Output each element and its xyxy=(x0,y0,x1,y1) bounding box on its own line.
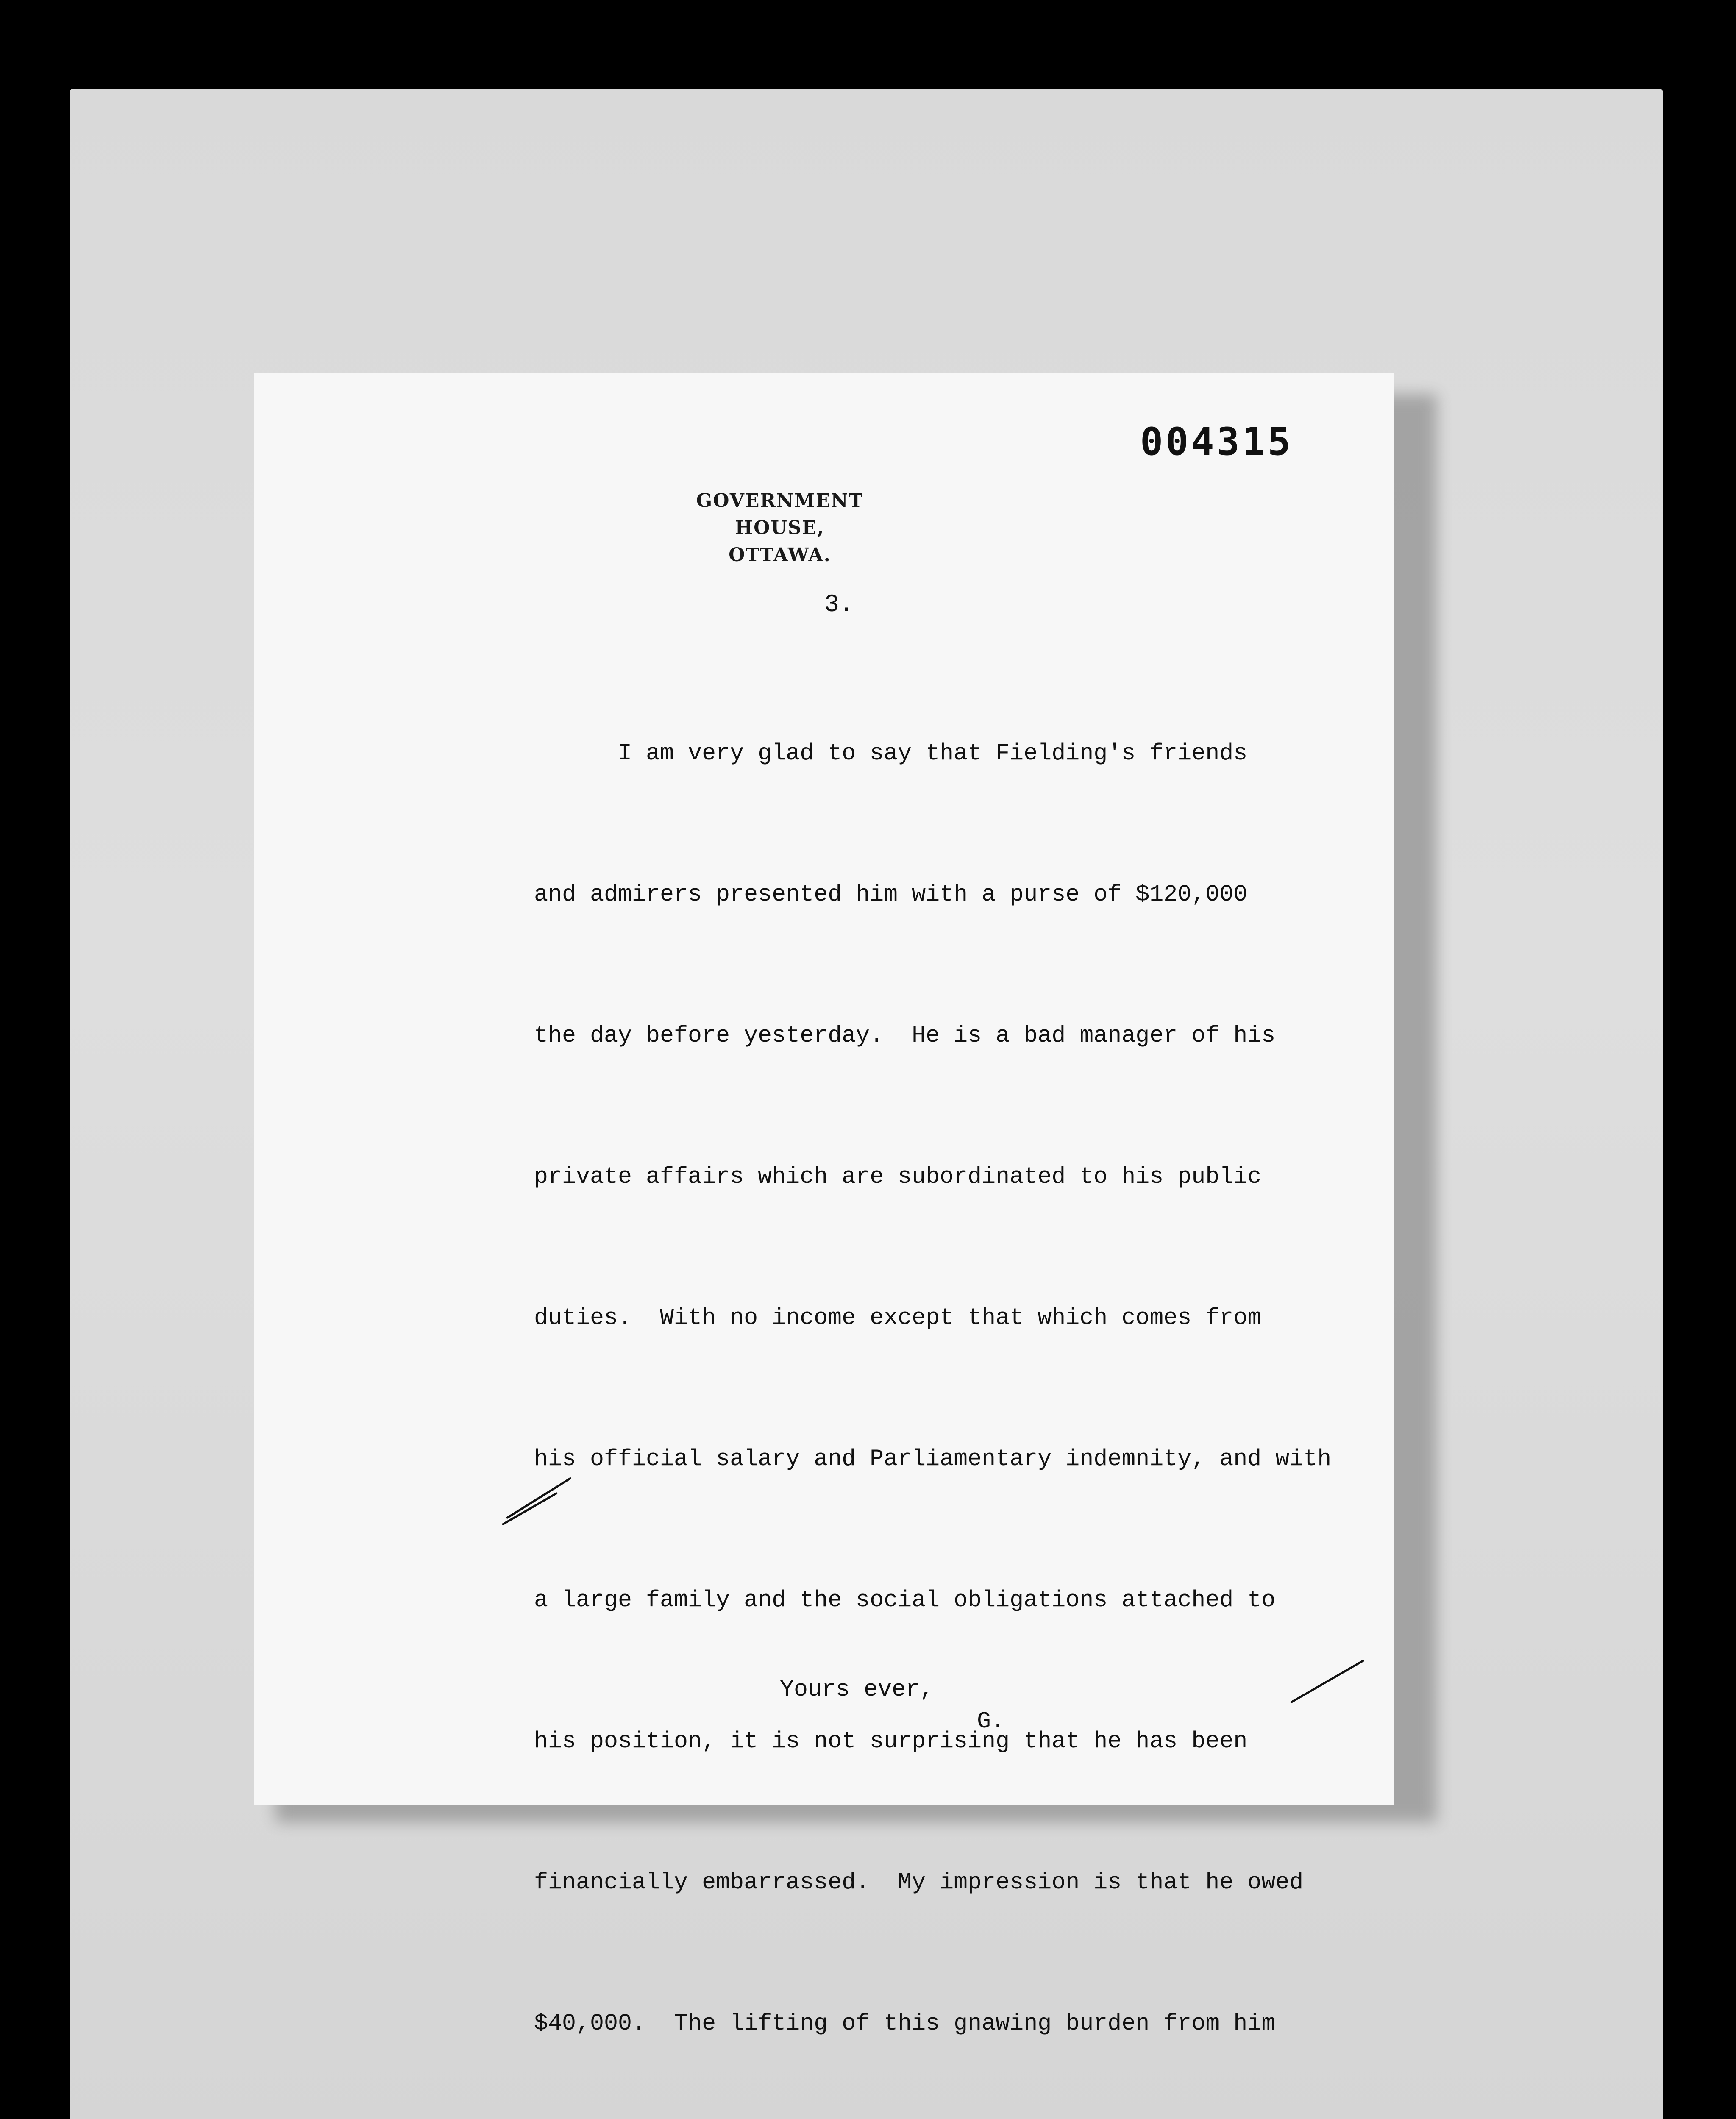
body-line: I am very glad to say that Fielding's friends xyxy=(534,740,1248,767)
body-line: $40,000. The lifting of this gnawing burden from him xyxy=(534,2010,1276,2037)
letterhead-line-2: OTTAWA. xyxy=(729,544,831,566)
page-number: 3. xyxy=(824,591,854,619)
body-line: financially embarrassed. My impression is that he owed xyxy=(534,1869,1304,1896)
signature: G. xyxy=(977,1708,1005,1735)
letterhead xyxy=(661,487,899,569)
body-line: the day before yesterday. He is a bad manager of his xyxy=(534,1022,1276,1049)
document-number: 004315 xyxy=(1140,420,1294,464)
closing: Yours ever, xyxy=(780,1676,934,1703)
body-line: a large family and the social obligations attached to xyxy=(534,1587,1276,1613)
body-line: his position, it is not surprising that he has been xyxy=(534,1728,1248,1755)
body-line: his official salary and Parliamentary indemnity, and with xyxy=(534,1446,1332,1472)
body-line: duties. With no income except that which comes from xyxy=(534,1304,1262,1331)
letter-body xyxy=(534,636,1365,2119)
body-line: and admirers presented him with a purse of $120,000 xyxy=(534,881,1248,908)
letterhead-line-1: GOVERNMENT HOUSE, xyxy=(696,490,864,539)
body-line: private affairs which are subordinated to his public xyxy=(534,1163,1262,1190)
